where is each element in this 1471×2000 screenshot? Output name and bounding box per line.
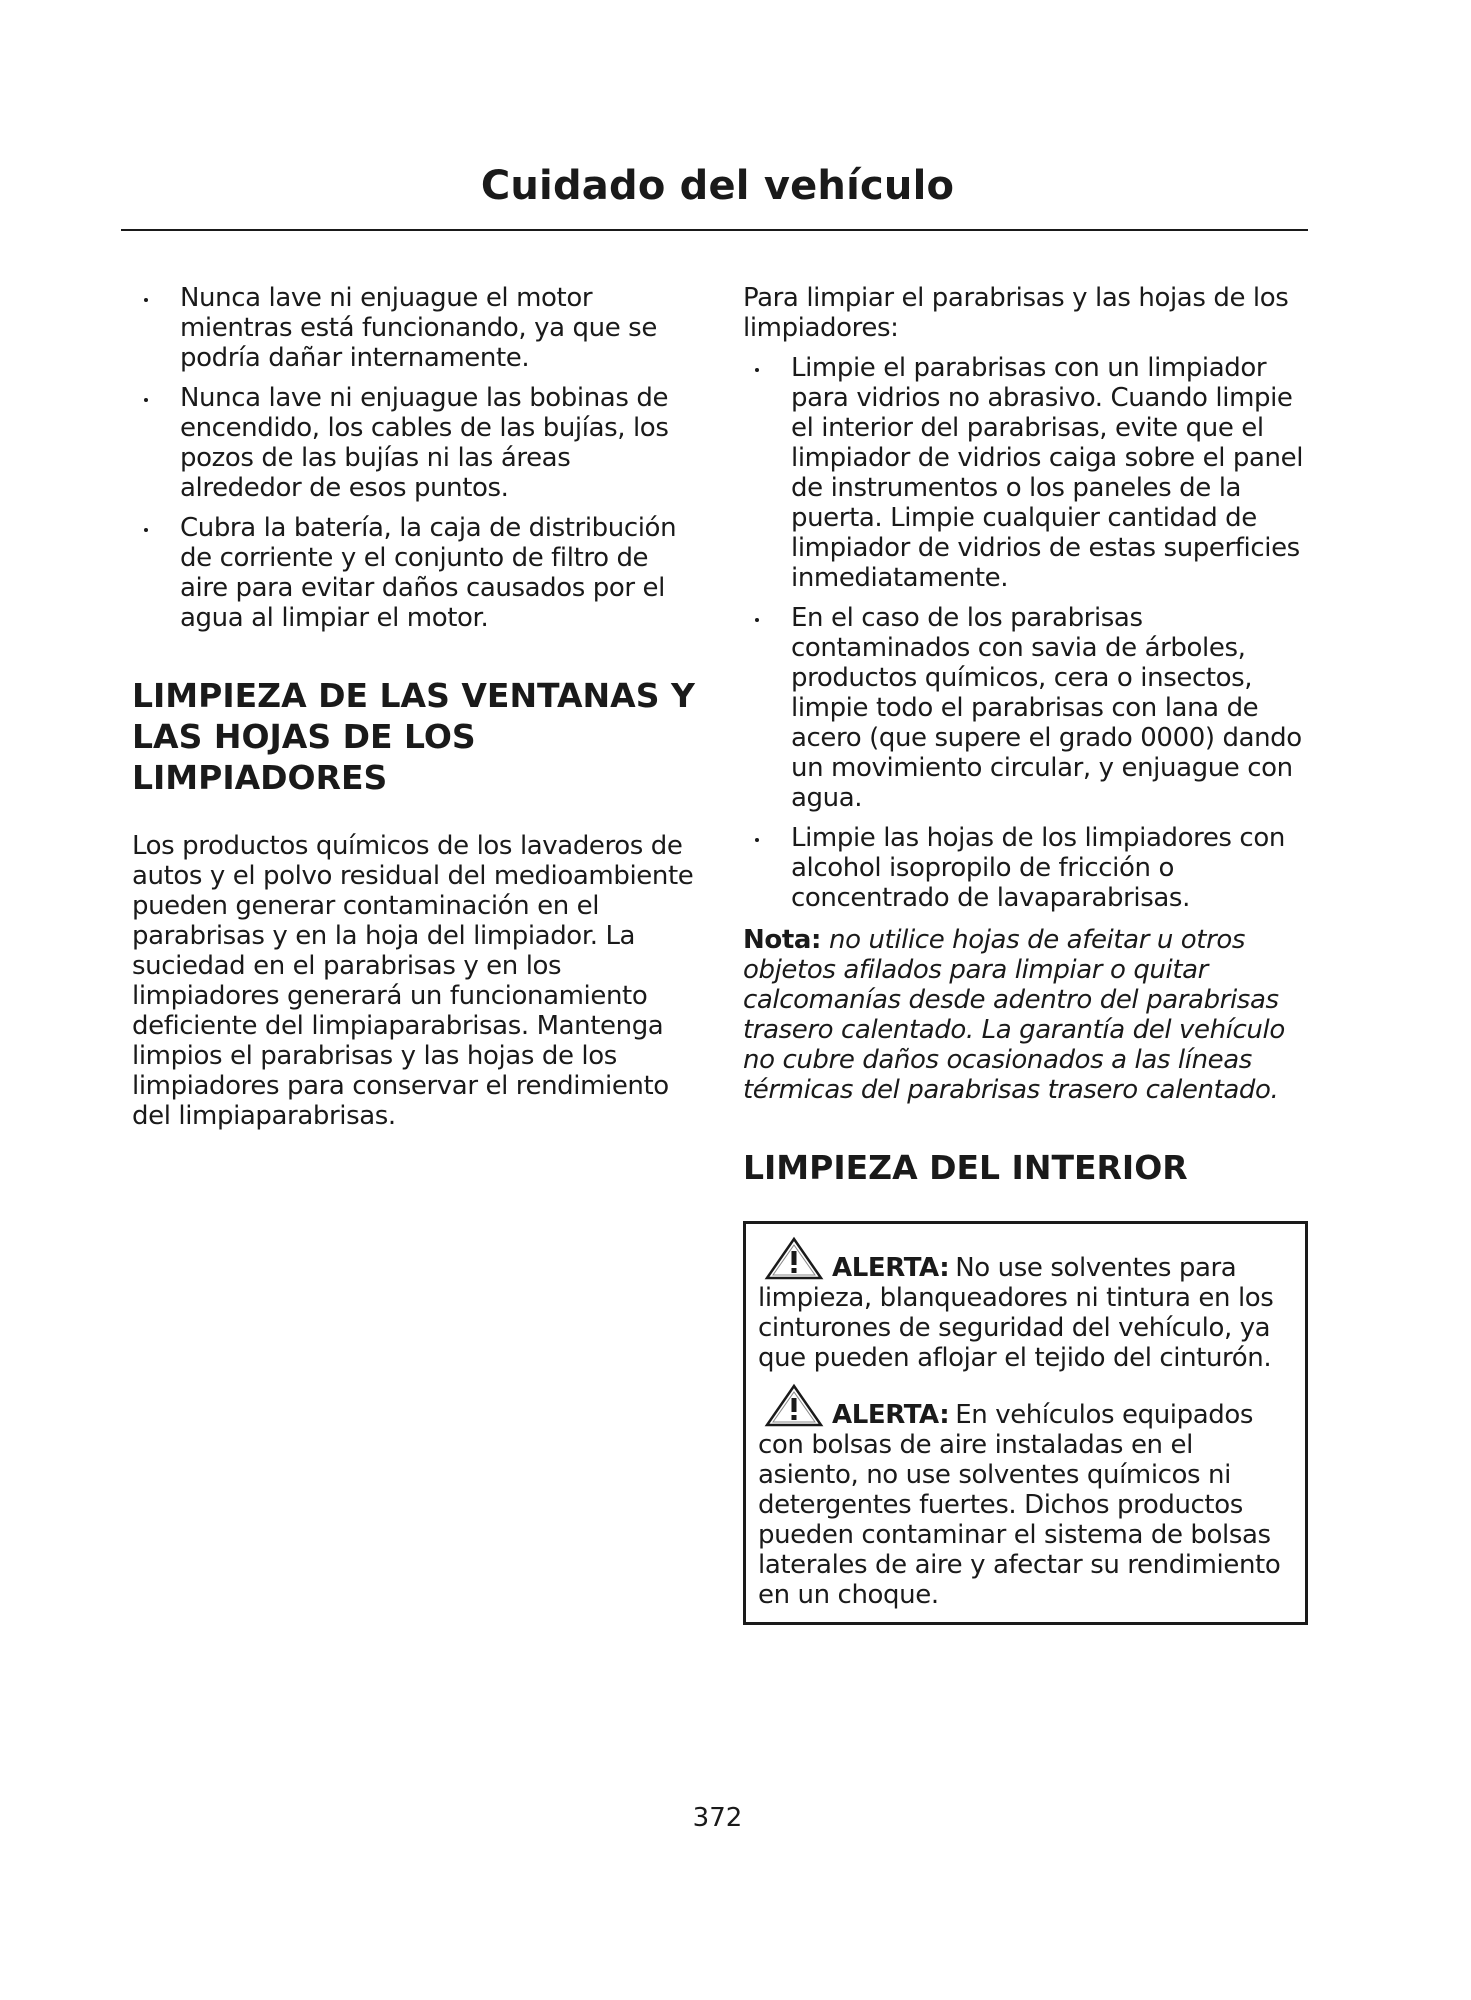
list-item: En el caso de los parabrisas contaminados con savia de árboles, productos químicos, cera o insectos, limpie todo el parabrisas con lana de acero (que supere el grado 0000) dando un movimiento circular, y enjuague con agua. <box>743 603 1308 813</box>
note-text: no utilice hojas de afeitar u otros objetos afilados para limpiar o quitar calcomanías desde adentro del parabrisas trasero calentado. La garantía del vehículo no cubre daños ocasionados a las líneas térmicas del parabrisas trasero calentado. <box>743 925 1285 1105</box>
list-item: Limpie las hojas de los limpiadores con alcohol isopropilo de fricción o concentrado de lavaparabrisas. <box>743 823 1308 913</box>
windshield-cleaning-list <box>743 353 1308 913</box>
list-item: Nunca lave ni enjuague las bobinas de encendido, los cables de las bujías, los pozos de las bujías ni las áreas alrededor de esos puntos. <box>132 383 697 503</box>
alert-label: ALERTA: <box>832 1253 950 1283</box>
alert-seatbelts <box>758 1236 1293 1373</box>
note <box>743 925 1308 1105</box>
alert-label: ALERTA: <box>832 1400 950 1430</box>
alert-airbags <box>758 1383 1293 1610</box>
list-item: Cubra la batería, la caja de distribución de corriente y el conjunto de filtro de aire para evitar daños causados por el agua al limpiar el motor. <box>132 513 697 633</box>
cleaning-intro: Para limpiar el parabrisas y las hojas de los limpiadores: <box>743 283 1289 343</box>
alert-box <box>743 1221 1308 1625</box>
note-label: Nota: <box>743 925 821 955</box>
list-item: Limpie el parabrisas con un limpiador para vidrios no abrasivo. Cuando limpie el interior del parabrisas, evite que el limpiador de vidrios caiga sobre el panel de instrumentos o los paneles de la puerta. Limpie cualquier cantidad de limpiador de vidrios de estas superficies inmediatamente. <box>743 353 1308 593</box>
warning-triangle-icon <box>764 1383 824 1427</box>
page-title: Cuidado del vehículo <box>480 163 955 209</box>
warning-triangle-icon <box>764 1236 824 1280</box>
alert-text: No use solventes para limpieza, blanqueadores ni tintura en los cinturones de seguridad del vehículo, ya que pueden aflojar el tejido del cinturón. <box>758 1253 1274 1373</box>
left-column <box>132 283 697 1131</box>
alert-text: En vehículos equipados con bolsas de aire instaladas en el asiento, no use solventes químicos ni detergentes fuertes. Dichos productos pueden contaminar el sistema de bolsas laterales de aire y afectar su rendimiento en un choque. <box>758 1400 1281 1610</box>
section-heading-interior: LIMPIEZA DEL INTERIOR <box>743 1148 1188 1187</box>
header-divider <box>121 229 1308 231</box>
list-item: Nunca lave ni enjuague el motor mientras está funcionando, ya que se podría dañar internamente. <box>132 283 697 373</box>
windows-wipers-paragraph: Los productos químicos de los lavaderos de autos y el polvo residual del medioambiente pueden generar contaminación en el parabrisas y en la hoja del limpiador. La suciedad en el parabrisas y en los limpiadores generará un funcionamiento deficiente del limpiaparabrisas. Mantenga limpios el parabrisas y las hojas de los limpiadores para conservar el rendimiento del limpiaparabrisas. <box>132 831 694 1131</box>
page-number: 372 <box>692 1803 743 1833</box>
section-heading-windows-wipers: LIMPIEZA DE LAS VENTANAS Y LAS HOJAS DE LOS LIMPIADORES <box>132 676 695 797</box>
engine-wash-list <box>132 283 697 633</box>
right-column <box>743 283 1308 1625</box>
